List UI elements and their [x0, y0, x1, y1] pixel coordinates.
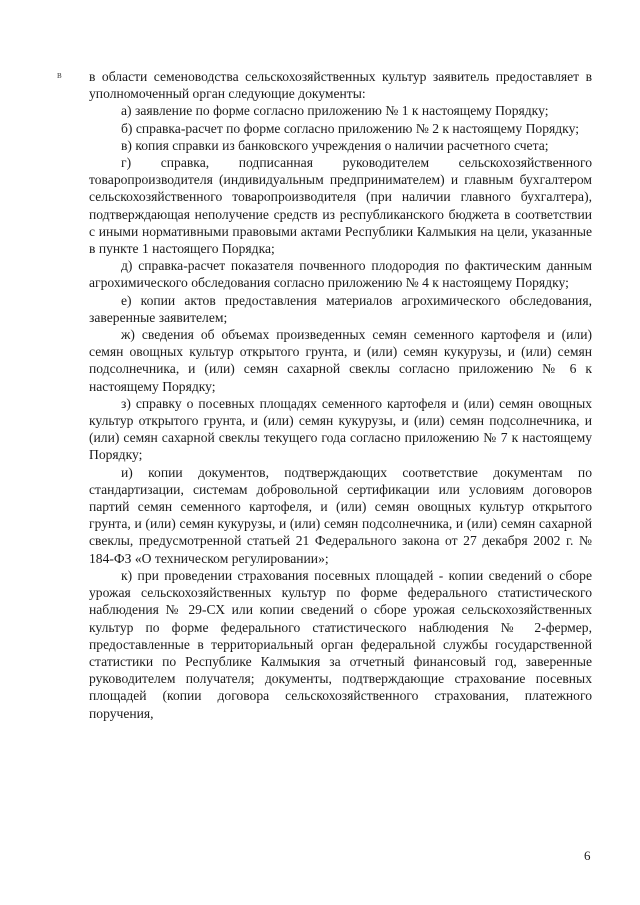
paragraph-item-g: г) справка, подписанная руководителем сельскохозяйственного товаропроизводителя (индивидуальным предпринимателем) и главным бухгалтером сельскохозяйственного товаропроизводителя (при наличии главного бухгалтера), подтверждающая неполучение средств из республиканского бюджета в соответствии с иными нормативными правовыми актами Республики Калмыкия на цели, указанные в пункте 1 настоящего Порядка;: [89, 155, 592, 257]
paragraph-item-d: д) справка-расчет показателя почвенного плодородия по фактическим данным агрохимического обследования согласно приложению № 4 к настоящему Порядку;: [89, 258, 592, 291]
paragraph-item-v: в) копия справки из банковского учреждения о наличии расчетного счета;: [121, 137, 549, 153]
paragraph-item-i: и) копии документов, подтверждающих соответствие документам по стандартизации, системам добровольной сертификации или условиям договоров партий семян семенного картофеля, и (или) семян овощных культур открытого грунта, и (или) семян кукурузы, и (или) семян подсолнечника, и (или) семян сахарной свеклы, предусмотренной статьей 21 Федерального закона от 27 декабря 2002 г. № 184-ФЗ «О техническом регулировании»;: [89, 464, 592, 566]
paragraph-item-z: з) справку о посевных площадях семенного картофеля и (или) семян овощных культур открытого грунта, и (или) семян кукурузы, и (или) семян подсолнечника, и (или) семян сахарной свеклы текущего года согласно приложению № 7 к настоящему Порядку;: [89, 395, 592, 463]
paragraph-intro: в области семеноводства сельскохозяйственных культур заявитель предоставляет в уполномоченный орган следующие документы:: [89, 69, 592, 102]
margin-mark: в: [57, 70, 62, 81]
paragraph-item-b: б) справка-расчет по форме согласно приложению № 2 к настоящему Порядку;: [121, 120, 579, 136]
paragraph-item-e: е) копии актов предоставления материалов агрохимического обследования, заверенные заявителем;: [89, 292, 592, 325]
paragraph-item-k: к) при проведении страхования посевных площадей - копии сведений о сборе урожая сельскохозяйственных культур по форме федерального статистического наблюдения № 29-СХ или копии сведений о сборе урожая сельскохозяйственных культур по форме федерального статистического наблюдения № 2-фермер, предоставленные в территориальный орган федеральной службы государственной статистики по Республике Калмыкия за отчетный финансовый год, заверенные руководителем получателя; документы, подтверждающие страхование посевных площадей (копии договора сельскохозяйственного страхования, платежного поручения,: [89, 567, 592, 721]
document-body: [89, 68, 592, 722]
page-number: 6: [584, 848, 591, 863]
paragraph-item-zh: ж) сведения об объемах произведенных семян семенного картофеля и (или) семян овощных культур открытого грунта, и (или) семян кукурузы, и (или) семян подсолнечника, и (или) семян сахарной свеклы согласно приложению № 6 к настоящему Порядку;: [89, 327, 592, 394]
paragraph-item-a: а) заявление по форме согласно приложению № 1 к настоящему Порядку;: [121, 103, 549, 119]
